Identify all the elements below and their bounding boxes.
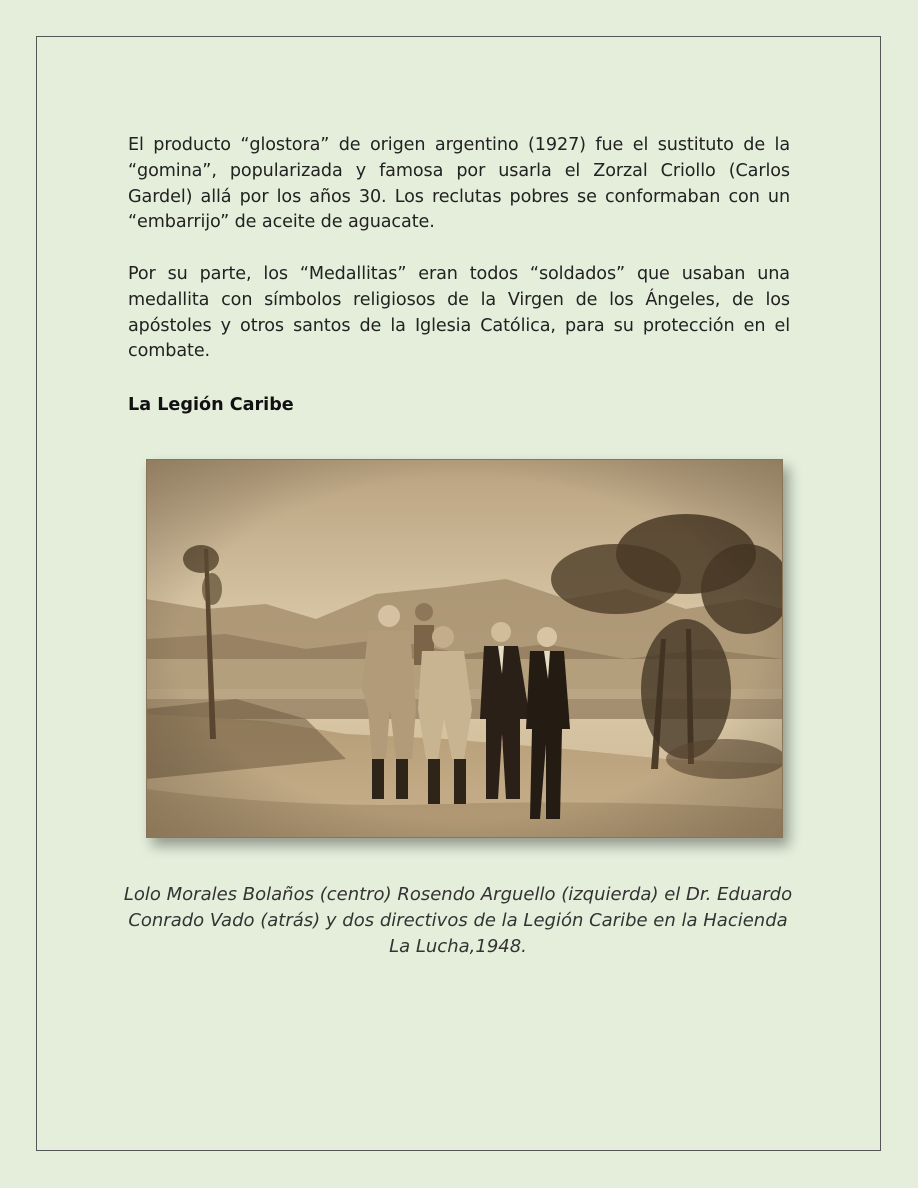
sepia-photo-illustration <box>146 459 783 838</box>
body-paragraph-glostora: El producto “glostora” de origen argentino (1927) fue el sustituto de la “gomina”, popularizada y famosa por usarla el Zorzal Criollo (Carlos Gardel) allá por los años 30. Los reclutas pobres se conformaban con un “embarrijo” de aceite de aguacate. <box>128 135 790 233</box>
historical-photograph <box>146 459 783 838</box>
photo-caption: Lolo Morales Bolaños (centro) Rosendo Arguello (izquierda) el Dr. Eduardo Conrado Vado (atrás) y dos directivos de la Legión Caribe en la Hacienda La Lucha,1948. <box>123 884 793 957</box>
section-heading: La Legión Caribe <box>128 395 294 415</box>
body-paragraph-medallitas: Por su parte, los “Medallitas” eran todos “soldados” que usaban una medallita con símbolos religiosos de la Virgen de los Ángeles, de los apóstoles y otros santos de la Iglesia Católica, para su protección en el combate. <box>128 264 790 362</box>
